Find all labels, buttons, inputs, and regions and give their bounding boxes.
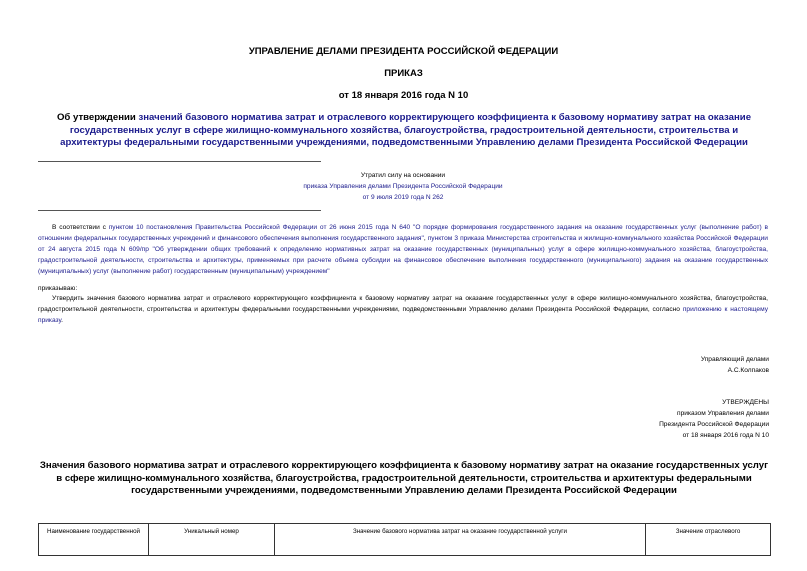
table-header-row xyxy=(39,524,771,556)
preamble-paragraph xyxy=(38,222,768,277)
preamble-link-2[interactable]: пунктом 3 приказа Министерства строительства и жилищно-коммунального хозяйства Российской Федерации от 24 августа 2015 года N 609/пр "Об утверждении общих требований к определению нормативных затрат на оказание государственных (муниципальных) услуг в сфере жилищно-коммунального хозяйства, благоустройства, градостроительной деятельности, строительства и архитектуры, применяемых при расчете объема субсидии на финансовое обеспечение выполнения государственного (муниципального) задания на оказание государственных (муниципальных) услуг (выполнение работ) государственным (муниципальным) учреждением" xyxy=(38,235,768,275)
divider-top xyxy=(38,161,321,162)
status-note xyxy=(253,170,553,203)
approval-block xyxy=(469,397,769,441)
document-date-number: от 18 января 2016 года N 10 xyxy=(338,90,469,101)
title-prefix: Об утверждении xyxy=(56,112,139,123)
order-end: . xyxy=(61,317,63,324)
signature-position: Управляющий делами xyxy=(700,356,769,363)
preamble-text: В соответствии с xyxy=(52,224,109,231)
agency-heading: УПРАВЛЕНИЕ ДЕЛАМИ ПРЕЗИДЕНТА РОССИЙСКОЙ ФЕДЕРАЦИИ xyxy=(248,46,559,57)
document-type: ПРИКАЗ xyxy=(384,68,423,79)
preamble-link-1[interactable]: пунктом 10 постановления Правительства Российской Федерации от 26 июня 2015 года N 640 "О порядке формирования государственного задания на оказание государственных услуг (выполнение работ) в отношении федеральных государственных учреждений и финансового обеспечения выполнения государственного задания" xyxy=(38,224,768,242)
table-header-cell: Уникальный номер xyxy=(149,524,275,556)
divider-bottom xyxy=(38,210,321,211)
approval-line-3: Президента Российской Федерации xyxy=(659,421,769,428)
appendix-title: Значения базового норматива затрат и отраслевого корректирующего коэффициента к базовому нормативу затрат на оказание государственных услуг в сфере жилищно-коммунального хозяйства, благоустройства, градостроительной деятельности, строительства и архитектуры федеральными государственными учреждениями, подведомственными Управлению делами Президента Российской Федерации xyxy=(39,460,769,496)
table-header-cell: Наименование государственной xyxy=(39,524,149,556)
order-paragraph xyxy=(38,293,768,326)
order-text: Утвердить значения базового норматива затрат и отраслевого корректирующего коэффициента к базовому нормативу затрат на оказание государственных услуг в сфере жилищно-коммунального хозяйства, благоустройства, градостроительной деятельности, строительства и архитектуры федеральными государственными учреждениями, подведомственными Управлению делами Президента Российской Федерации, согласно xyxy=(38,295,768,313)
approval-line-2: приказом Управления делами xyxy=(677,410,769,417)
order-word: приказываю: xyxy=(38,285,78,292)
appendix-link[interactable]: приложению к настоящему приказу xyxy=(38,306,768,324)
values-table xyxy=(38,523,771,556)
table-header-cell: Значение базового норматива затрат на оказание государственной услуги xyxy=(275,524,646,556)
status-link-date[interactable]: от 9 июля 2019 года N 262 xyxy=(362,194,444,201)
table-header-cell: Значение отраслевого xyxy=(646,524,771,556)
title-link[interactable]: значений базового норматива затрат и отраслевого корректирующего коэффициента к базовому нормативу затрат на оказание государственных услуг в сфере жилищно-коммунального хозяйства, благоустройства, градостроительной деятельности, строительства и архитектуры федеральными государственными учреждениями, подведомственными Управлению делами Президента Российской Федерации xyxy=(60,112,752,148)
document-title xyxy=(38,112,770,150)
status-line-1: Утратил силу на основании xyxy=(360,172,446,179)
status-link[interactable]: приказа Управления делами Президента Российской Федерации xyxy=(303,183,503,190)
signature-block xyxy=(469,354,769,376)
approval-line-4: от 18 января 2016 года N 10 xyxy=(682,432,769,439)
approval-line-1: УТВЕРЖДЕНЫ xyxy=(722,399,769,406)
preamble-separator: , xyxy=(423,235,428,242)
signature-name: А.С.Колпаков xyxy=(727,367,769,374)
